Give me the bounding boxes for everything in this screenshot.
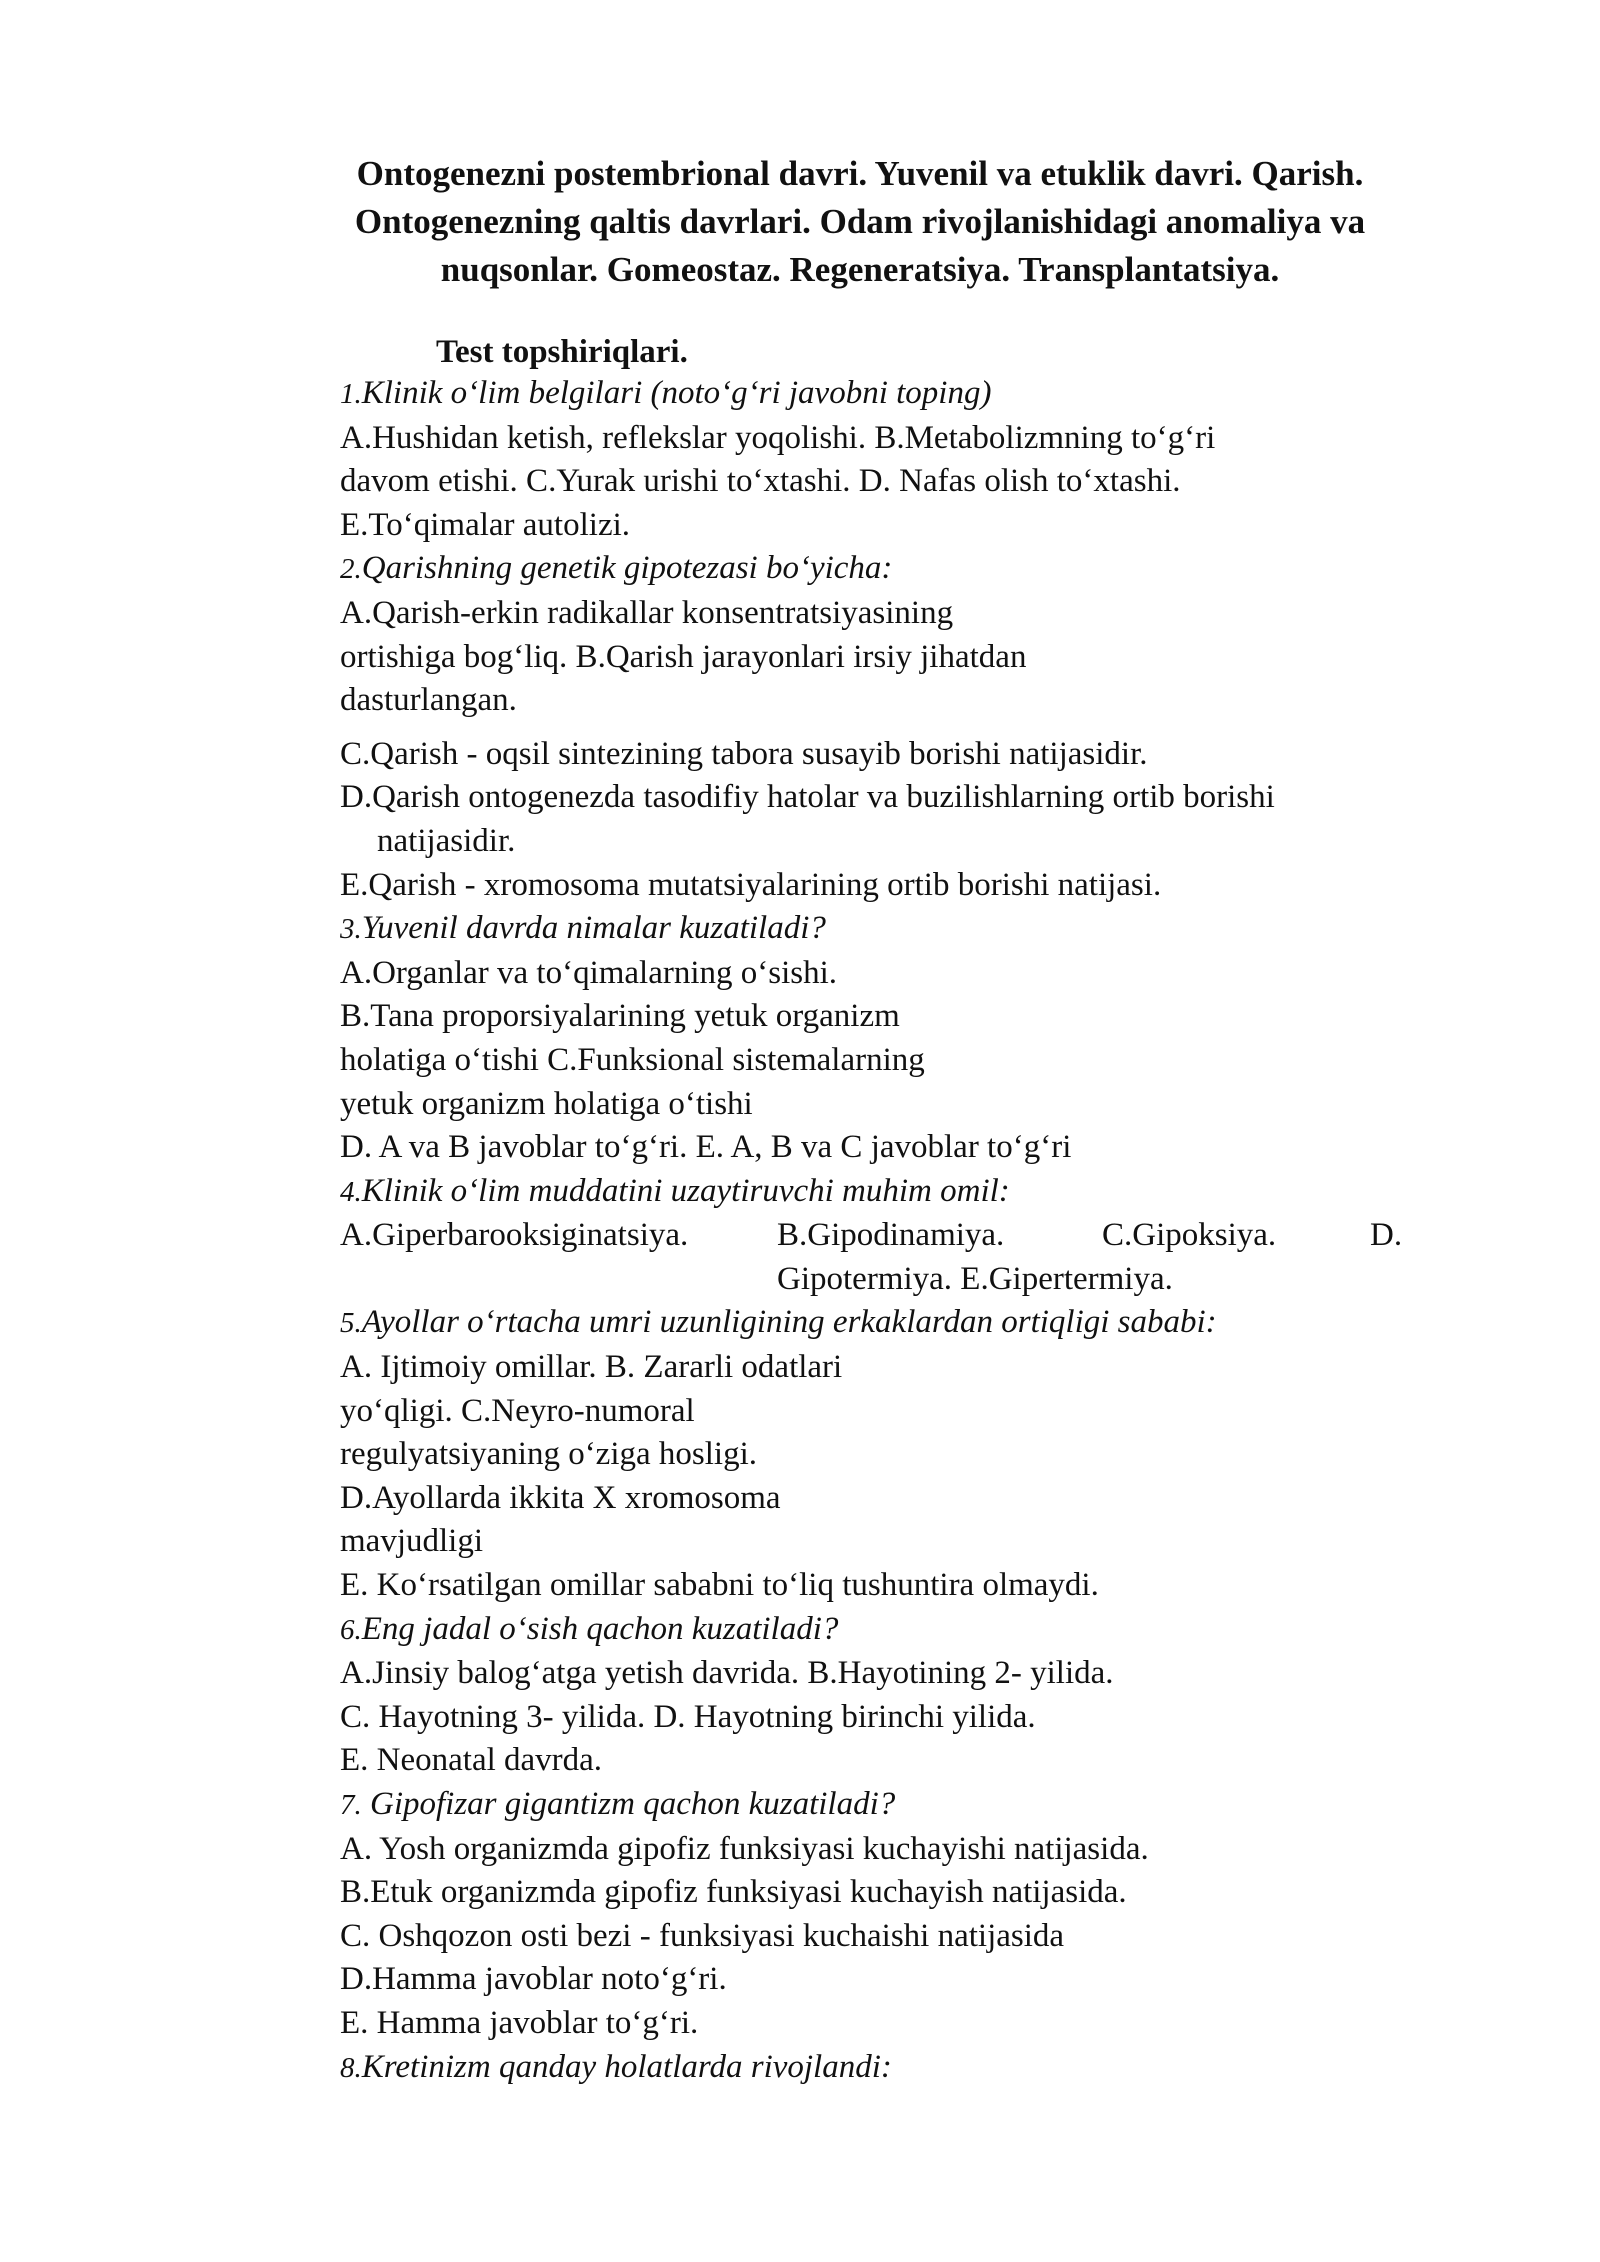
answer-line: Gipotermiya. E.Gipertermiya. bbox=[777, 1260, 1173, 1297]
question-number: 4. bbox=[340, 1175, 362, 1208]
answer-options-row bbox=[340, 1214, 1420, 1258]
answer-line: B.Etuk organizmda gipofiz funksiyasi kuchayish natijasida. bbox=[340, 1874, 1127, 1911]
question-number: 7. bbox=[340, 1789, 362, 1821]
question-5 bbox=[340, 1301, 1420, 1346]
title-line: nuqsonlar. Gomeostaz. Regeneratsiya. Transplantatsiya. bbox=[440, 250, 1280, 289]
answer-line: E.To‘qimalar autolizi. bbox=[340, 506, 631, 543]
question-number: 6. bbox=[340, 1613, 362, 1646]
question-text: Kretinizm qanday holatlarda rivojlandi: bbox=[361, 2048, 892, 2085]
question-number: 5. bbox=[340, 1307, 362, 1340]
answer-line: C.Qarish - oqsil sintezining tabora susayib borishi natijasidir. bbox=[340, 735, 1148, 772]
answer-line: mavjudligi bbox=[340, 1523, 483, 1560]
answer-line: natijasidir. bbox=[377, 822, 516, 859]
answer-line: D.Hamma javoblar noto‘g‘ri. bbox=[340, 1961, 727, 1998]
question-text: Gipofizar gigantizm qachon kuzatiladi? bbox=[361, 1786, 896, 1822]
answer-line: A.Organlar va to‘qimalarning o‘sishi. bbox=[340, 954, 838, 991]
question-text: Qarishning genetik gipotezasi bo‘yicha: bbox=[361, 550, 893, 587]
title-line: Ontogenezning qaltis davrlari. Odam rivojlanishidagi anomaliya va bbox=[354, 202, 1366, 241]
answer-line: B.Tana proporsiyalarining yetuk organizm bbox=[340, 998, 900, 1035]
document-title bbox=[290, 150, 1430, 294]
answer-line: yo‘qligi. C.Neyro-numoral bbox=[340, 1392, 695, 1429]
question-6 bbox=[340, 1608, 1420, 1653]
question-number: 8. bbox=[340, 2051, 362, 2084]
answer-line: yetuk organizm holatiga o‘tishi bbox=[340, 1085, 753, 1122]
title-line: Ontogenezni postembrional davri. Yuvenil va etuklik davri. Qarish. bbox=[356, 154, 1364, 193]
answer-line: D.Qarish ontogenezda tasodifiy hatolar va buzilishlarning ortib borishi bbox=[340, 779, 1275, 816]
answer-line: regulyatsiyaning o‘ziga hosligi. bbox=[340, 1436, 757, 1473]
answer-line: holatiga o‘tishi C.Funksional sistemalarning bbox=[340, 1041, 925, 1078]
answer-line: C. Hayotning 3- yilida. D. Hayotning birinchi yilida. bbox=[340, 1698, 1036, 1735]
answer-line: E. Neonatal davrda. bbox=[340, 1742, 603, 1779]
answer-line: C. Oshqozon osti bezi - funksiyasi kuchaishi natijasida bbox=[340, 1917, 1065, 1954]
question-1 bbox=[340, 372, 1420, 417]
answer-line: D. A va B javoblar to‘g‘ri. E. A, B va C javoblar to‘g‘ri bbox=[340, 1129, 1072, 1166]
question-8 bbox=[340, 2046, 1420, 2091]
answer-line: ortishiga bog‘liq. B.Qarish jarayonlari irsiy jihatdan bbox=[340, 638, 1027, 675]
answer-option-d: D. bbox=[1370, 1217, 1403, 1254]
question-number: 3. bbox=[340, 913, 362, 946]
question-2 bbox=[340, 547, 1420, 592]
answer-line: E.Qarish - xromosoma mutatsiyalarining ortib borishi natijasi. bbox=[340, 866, 1162, 903]
answer-line: D.Ayollarda ikkita X xromosoma bbox=[340, 1479, 781, 1516]
answer-line: A. Ijtimoiy omillar. B. Zararli odatlari bbox=[340, 1349, 843, 1386]
answer-option-c: C.Gipoksiya. bbox=[1102, 1217, 1277, 1254]
question-number: 2. bbox=[340, 553, 362, 586]
answer-line: dasturlangan. bbox=[340, 682, 517, 719]
question-text: Klinik o‘lim belgilari (noto‘g‘ri javobni toping) bbox=[361, 375, 992, 411]
answer-option-b: B.Gipodinamiya. bbox=[777, 1217, 1005, 1254]
question-3 bbox=[340, 907, 1420, 952]
answer-line: A.Hushidan ketish, reflekslar yoqolishi. B.Metabolizmning to‘g‘ri bbox=[340, 419, 1216, 456]
question-text: Yuvenil davrda nimalar kuzatiladi? bbox=[361, 910, 826, 947]
answer-line: A.Jinsiy balog‘atga yetish davrida. B.Hayotining 2- yilida. bbox=[340, 1655, 1114, 1692]
answer-line: E. Hamma javoblar to‘g‘ri. bbox=[340, 2004, 699, 2041]
question-7 bbox=[340, 1783, 1420, 1828]
answer-option-a: A.Giperbarooksiginatsiya. bbox=[340, 1217, 689, 1254]
question-text: Ayollar o‘rtacha umri uzunligining erkaklardan ortiqligi sababi: bbox=[361, 1304, 1217, 1341]
test-questions bbox=[340, 372, 1420, 2090]
question-4 bbox=[340, 1170, 1420, 1215]
answer-line: davom etishi. C.Yurak urishi to‘xtashi. D. Nafas olish to‘xtashi. bbox=[340, 463, 1181, 500]
question-text: Eng jadal o‘sish qachon kuzatiladi? bbox=[361, 1610, 839, 1647]
answer-line: A. Yosh organizmda gipofiz funksiyasi kuchayishi natijasida. bbox=[340, 1830, 1149, 1867]
question-number: 1. bbox=[340, 378, 362, 410]
answer-line: A.Qarish-erkin radikallar konsentratsiyasining bbox=[340, 594, 954, 631]
answer-line: E. Ko‘rsatilgan omillar sababni to‘liq tushuntira olmaydi. bbox=[340, 1567, 1099, 1604]
question-text: Klinik o‘lim muddatini uzaytiruvchi muhim omil: bbox=[361, 1172, 1010, 1209]
section-heading: Test topshiriqlari. bbox=[436, 334, 688, 370]
